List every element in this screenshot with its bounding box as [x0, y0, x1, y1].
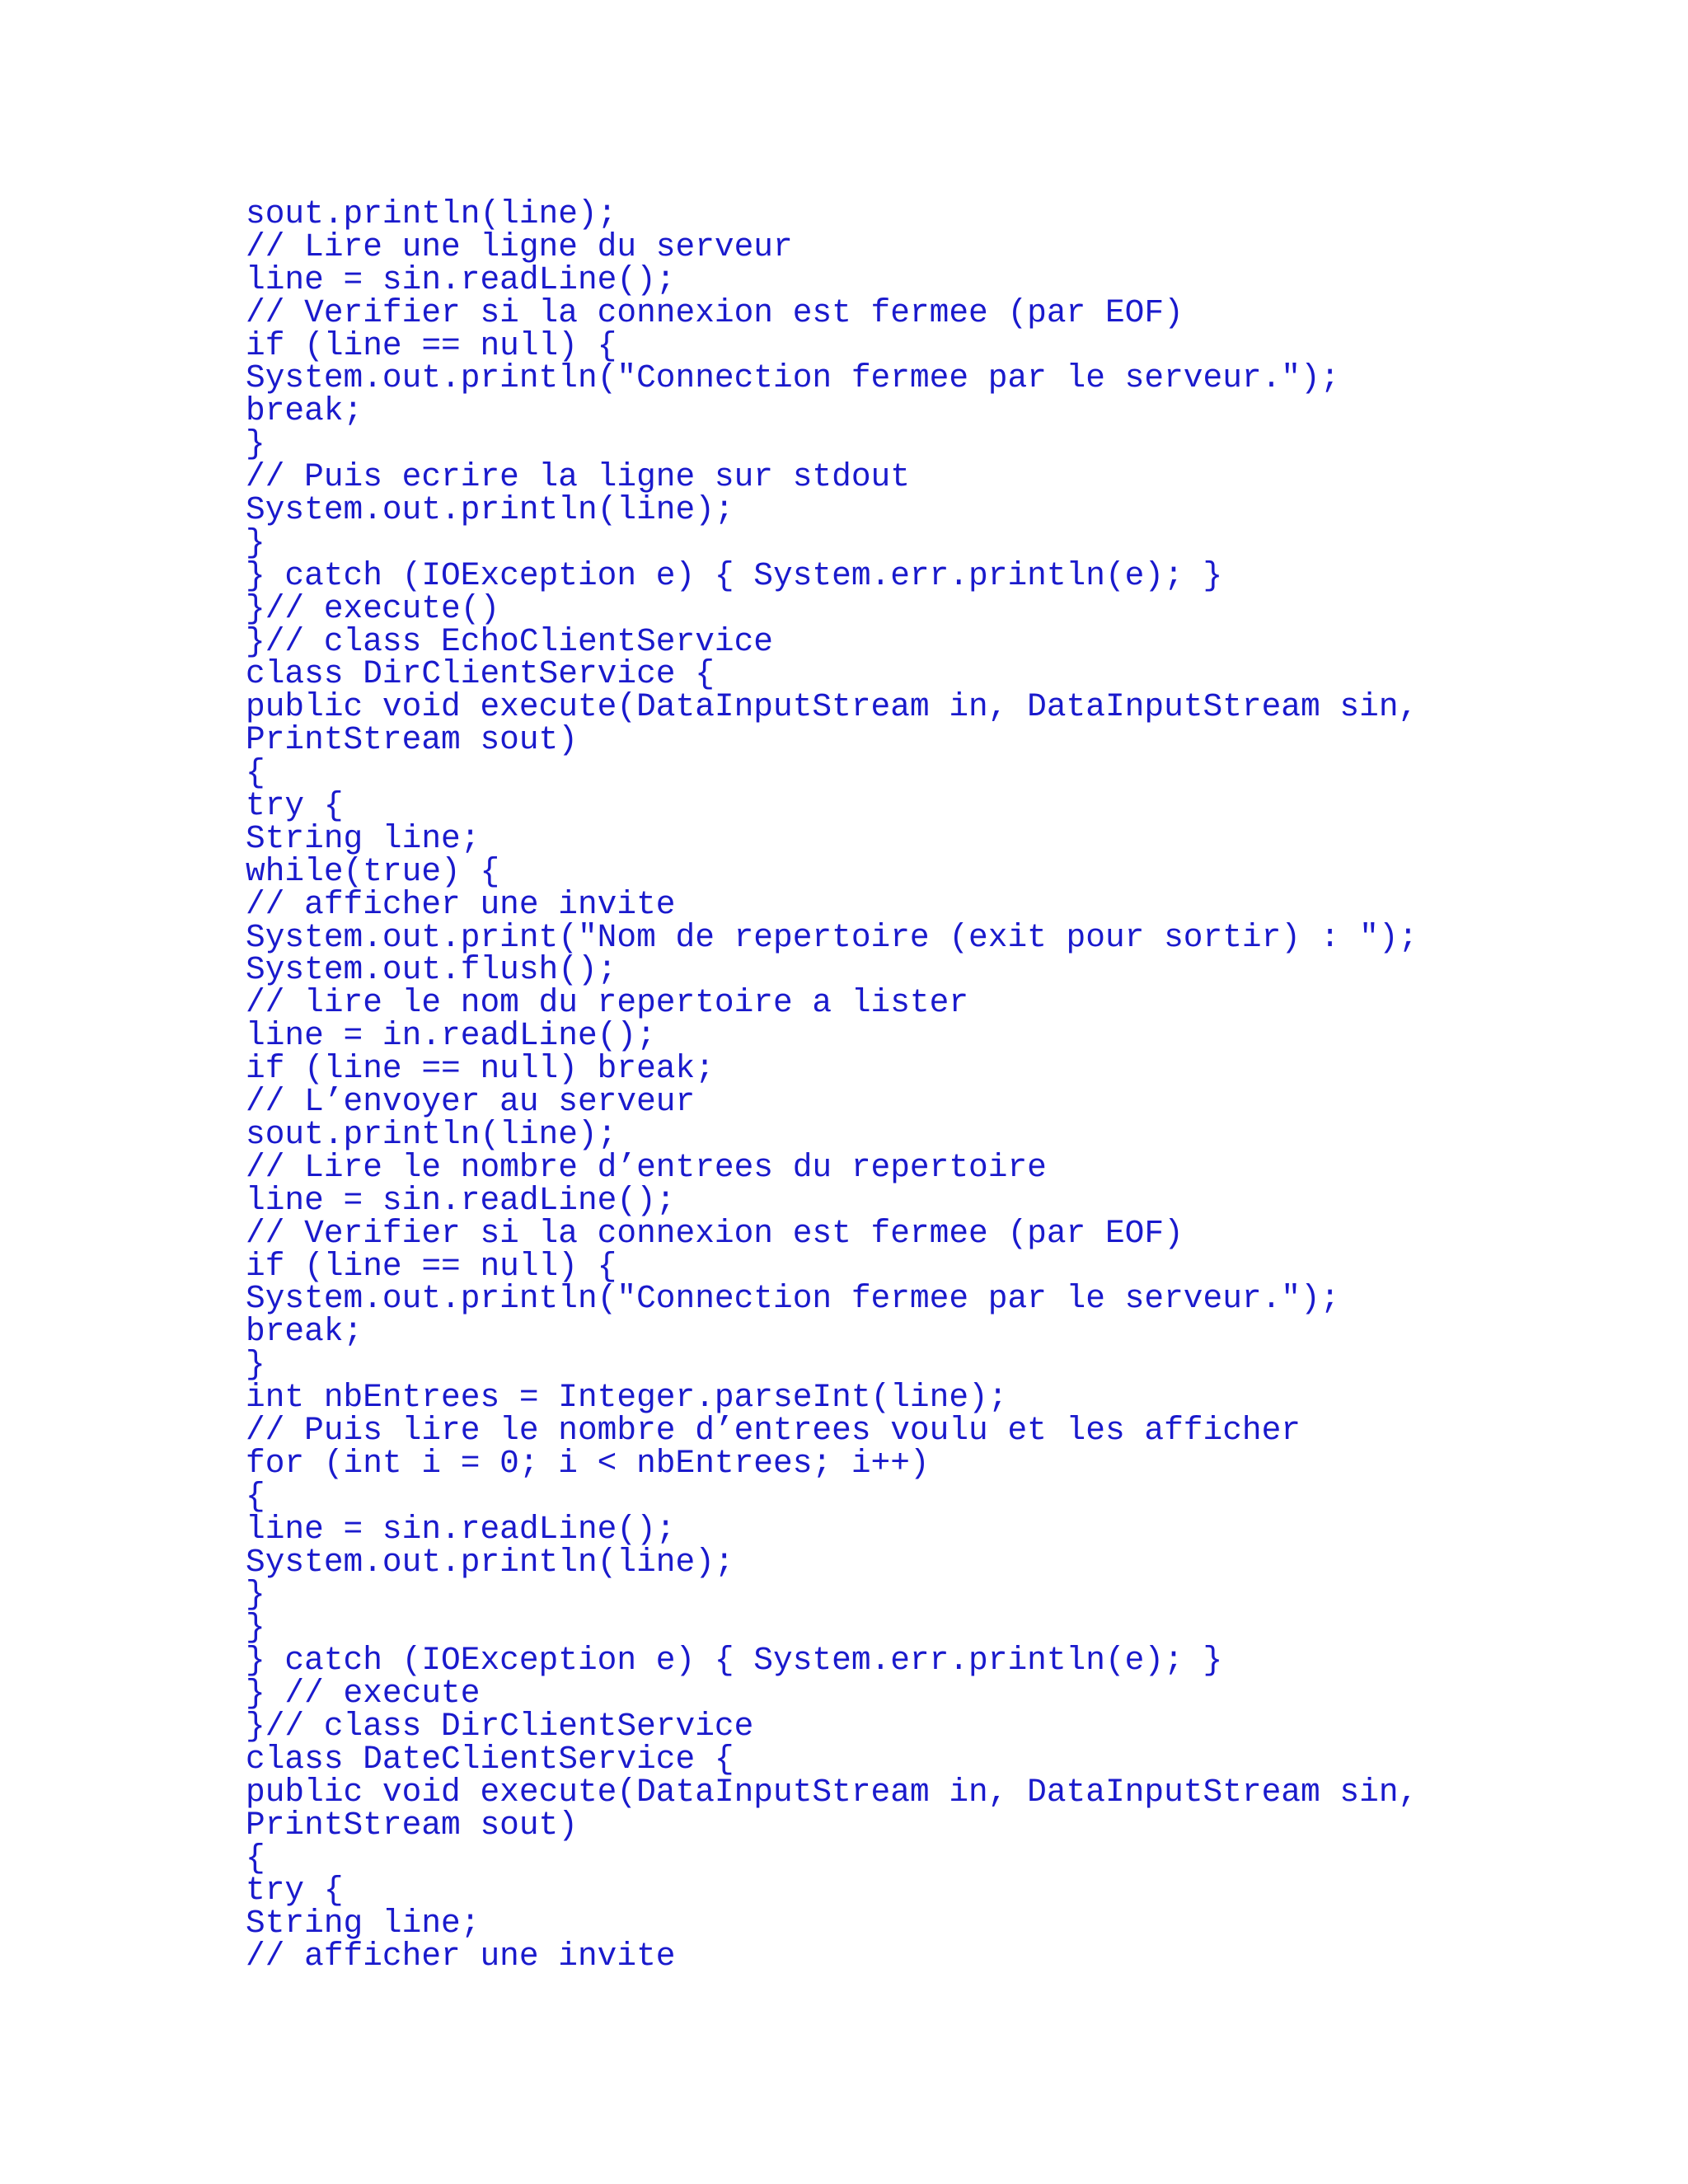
code-line: System.out.println("Connection fermee par le serveur."); [246, 1280, 1340, 1318]
code-line: { [246, 1839, 265, 1877]
code-line: // Verifier si la connexion est fermee (par EOF) [246, 293, 1184, 331]
code-line: } [246, 1609, 265, 1647]
code-line: }// class EchoClientService [246, 622, 774, 660]
code-line: } [246, 1576, 265, 1614]
code-line: // Puis ecrire la ligne sur stdout [246, 458, 910, 496]
code-line: line = sin.readLine(); [246, 1510, 676, 1548]
code-line: { [246, 754, 265, 792]
code-line: try { [246, 787, 344, 825]
code-line: { [246, 1477, 265, 1515]
code-line: } [246, 425, 265, 463]
code-line: if (line == null) { [246, 326, 617, 364]
code-line: PrintStream sout) [246, 721, 578, 759]
code-line: line = in.readLine(); [246, 1017, 656, 1055]
code-line: }// execute() [246, 589, 500, 627]
code-line: // Puis lire le nombre d’entrees voulu et les afficher [246, 1411, 1301, 1449]
code-line: System.out.println(line); [246, 1543, 734, 1581]
code-line: String line; [246, 819, 481, 857]
code-line: // afficher une invite [246, 885, 676, 923]
code-line: } [246, 1346, 265, 1384]
code-line: break; [246, 392, 363, 430]
code-line: System.out.flush(); [246, 951, 617, 989]
code-line: } catch (IOException e) { System.err.println(e); } [246, 556, 1223, 594]
code-line: // Lire une ligne du serveur [246, 227, 793, 265]
code-line: } // execute [246, 1675, 481, 1713]
code-line: } [246, 523, 265, 561]
code-line: public void execute(DataInputStream in, DataInputStream sin, [246, 1773, 1418, 1811]
code-line: // Verifier si la connexion est fermee (par EOF) [246, 1214, 1184, 1252]
code-line: line = sin.readLine(); [246, 260, 676, 298]
code-line: // afficher une invite [246, 1938, 676, 1975]
code-line: // lire le nom du repertoire a lister [246, 984, 969, 1022]
code-line: public void execute(DataInputStream in, DataInputStream sin, [246, 688, 1418, 726]
code-line: String line; [246, 1905, 481, 1943]
code-line: // L’envoyer au serveur [246, 1083, 696, 1121]
code-line: if (line == null) break; [246, 1050, 715, 1088]
code-line: System.out.println("Connection fermee par le serveur."); [246, 359, 1340, 397]
code-line: break; [246, 1313, 363, 1351]
code-line: }// class DirClientService [246, 1707, 754, 1745]
code-line: class DirClientService { [246, 655, 715, 693]
code-line: sout.println(line); [246, 1115, 617, 1153]
code-line: try { [246, 1872, 344, 1910]
code-line: line = sin.readLine(); [246, 1181, 676, 1219]
code-line: // Lire le nombre d’entrees du repertoire [246, 1148, 1047, 1186]
code-line: class DateClientService { [246, 1740, 734, 1778]
code-line: System.out.print("Nom de repertoire (exit pour sortir) : "); [246, 918, 1418, 956]
code-line: System.out.println(line); [246, 491, 734, 529]
code-line: while(true) { [246, 852, 500, 890]
code-listing [246, 195, 1418, 1975]
code-line: if (line == null) { [246, 1247, 617, 1285]
code-line: int nbEntrees = Integer.parseInt(line); [246, 1379, 1008, 1417]
code-line: sout.println(line); [246, 195, 617, 232]
code-line: for (int i = 0; i < nbEntrees; i++) [246, 1444, 930, 1482]
code-line: } catch (IOException e) { System.err.println(e); } [246, 1642, 1223, 1680]
code-line: PrintStream sout) [246, 1806, 578, 1844]
